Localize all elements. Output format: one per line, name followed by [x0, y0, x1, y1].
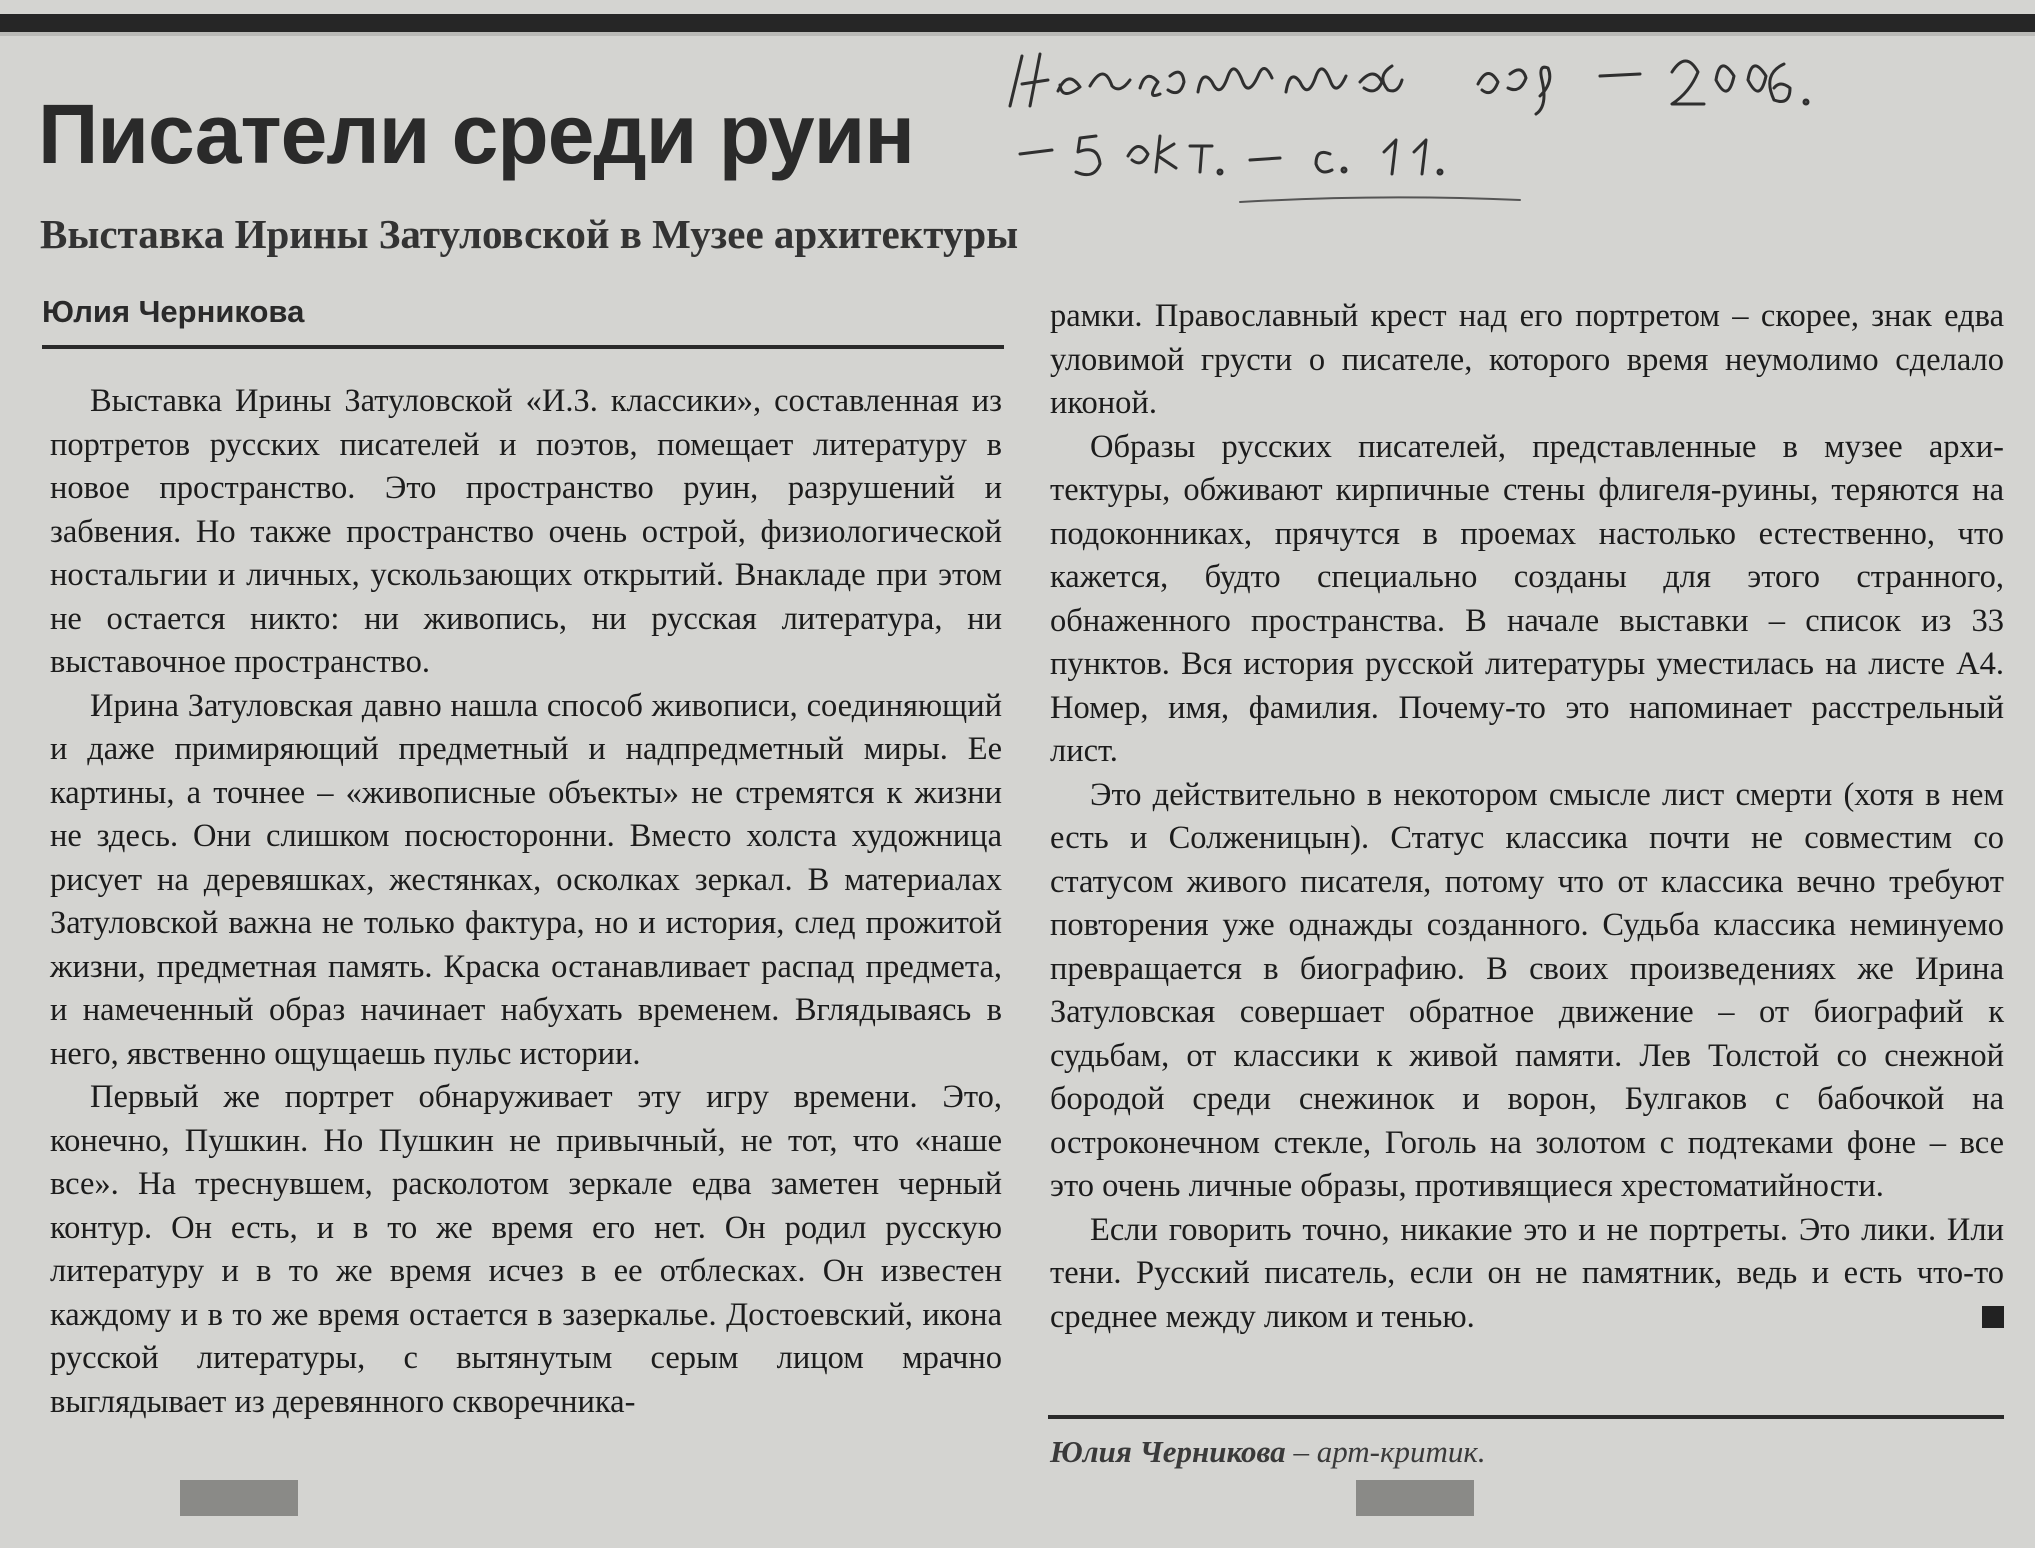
author-footnote-name: Юлия Черникова	[1050, 1434, 1286, 1469]
end-of-article-mark	[1982, 1306, 2004, 1328]
article-column-right	[1050, 295, 2004, 1339]
author-footnote	[1050, 1434, 1486, 1470]
paragraph: Выставка Ирины Затуловской «И.З. классики», составленная из портретов русских писателей и поэтов, помещает литературу в новое пространство. Это пространство руин, разрушений и забвения. Но также пространство очень острой, физиологической ностальгии и личных, ускользающих открытий. Внакладе при этом не остается никто: ни живопись, ни русская литература, ни выставочное пространство.	[50, 383, 1002, 680]
bottom-marker-bar	[1356, 1480, 1474, 1516]
paragraph: рамки. Православный крест над его портретом – скорее, знак едва уловимой грусти о писателе, которого время неумолимо сделало иконой.	[1050, 298, 2004, 421]
paragraph-last	[1050, 1209, 2004, 1340]
author-footnote-role: – арт-критик.	[1285, 1434, 1486, 1469]
paragraph-text: Если говорить точно, никакие это и не портреты. Это лики. Или тени. Русский писатель, если он не памятник, ведь и есть что-то среднее между ликом и тенью.	[1050, 1211, 2004, 1335]
article-headline: Писатели среди руин	[38, 87, 915, 181]
footnote-rule	[1048, 1415, 2004, 1419]
paragraph: Первый же портрет обнаруживает эту игру времени. Это, конечно, Пушкин. Но Пушкин не привычный, не тот, что «наше все». На треснувшем, расколотом зеркале едва заметен черный контур. Он есть, и в то же время его нет. Он родил русскую литературу и в то же время исчез в ее отблесках. Он известен каждому и в то же время остается в зазеркалье. Достоевский, икона русской литературы, с вытянутым серым лицом мрачно выглядывает из деревянного скворечника-	[50, 1079, 1002, 1420]
paragraph: Ирина Затуловская давно нашла способ живописи, соединяющий и даже примиряющий предметный и надпредметный миры. Ее картины, а точнее – «живописные объекты» не стремятся к жизни не здесь. Они слишком посюсторонни. Вместо холста художница рисует на деревяшках, жестянках, осколках зеркал. В материалах Затуловской важна не только фактура, но и история, след прожитой жизни, предметная память. Краска останавливает распад предмета, и намеченный образ начинает набухать временем. Вглядываясь в него, явственно ощущаешь пульс истории.	[50, 687, 1002, 1072]
paragraph: Это действительно в некотором смысле лист смерти (хотя в нем есть и Солженицын). Статус классика почти не совместим со статусом живого писателя, потому что от классика вечно требуют повторения уже однажды созданного. Судьба классика неминуемо превращается в биографию. В своих произведениях же Ирина Затуловская совершает обратное движение – от биографий к судьбам, от классики к живой памяти. Лев Толстой со снежной бородой среди снежинок и ворон, Булгаков с бабочкой на остроконечном стекле, Гоголь на золотом с подтеками фоне – все это очень личные образы, противящиеся хрестоматийности.	[1050, 776, 2004, 1204]
article-byline: Юлия Черникова	[42, 294, 305, 329]
article-column-left	[50, 380, 1002, 1424]
handwritten-citation-note	[1000, 36, 2020, 206]
byline-rule	[42, 345, 1004, 349]
paragraph: Образы русских писателей, представленные в музее архитектуры, обживают кирпичные стены флигеля-руины, теряются на подоконниках, прячутся в проемах настолько естественно, что кажется, будто специально созданы для этого странного, обнаженного пространства. В начале выставки – список из 33 пунктов. Вся история русской литературы уместилась на листе А4. Номер, имя, фамилия. Почему-то это напоминает расстрельный лист.	[1050, 428, 2004, 769]
article-subtitle: Выставка Ирины Затуловской в Музее архитектуры	[40, 211, 1019, 257]
bottom-marker-bar	[180, 1480, 298, 1516]
top-border-bar	[0, 14, 2035, 32]
